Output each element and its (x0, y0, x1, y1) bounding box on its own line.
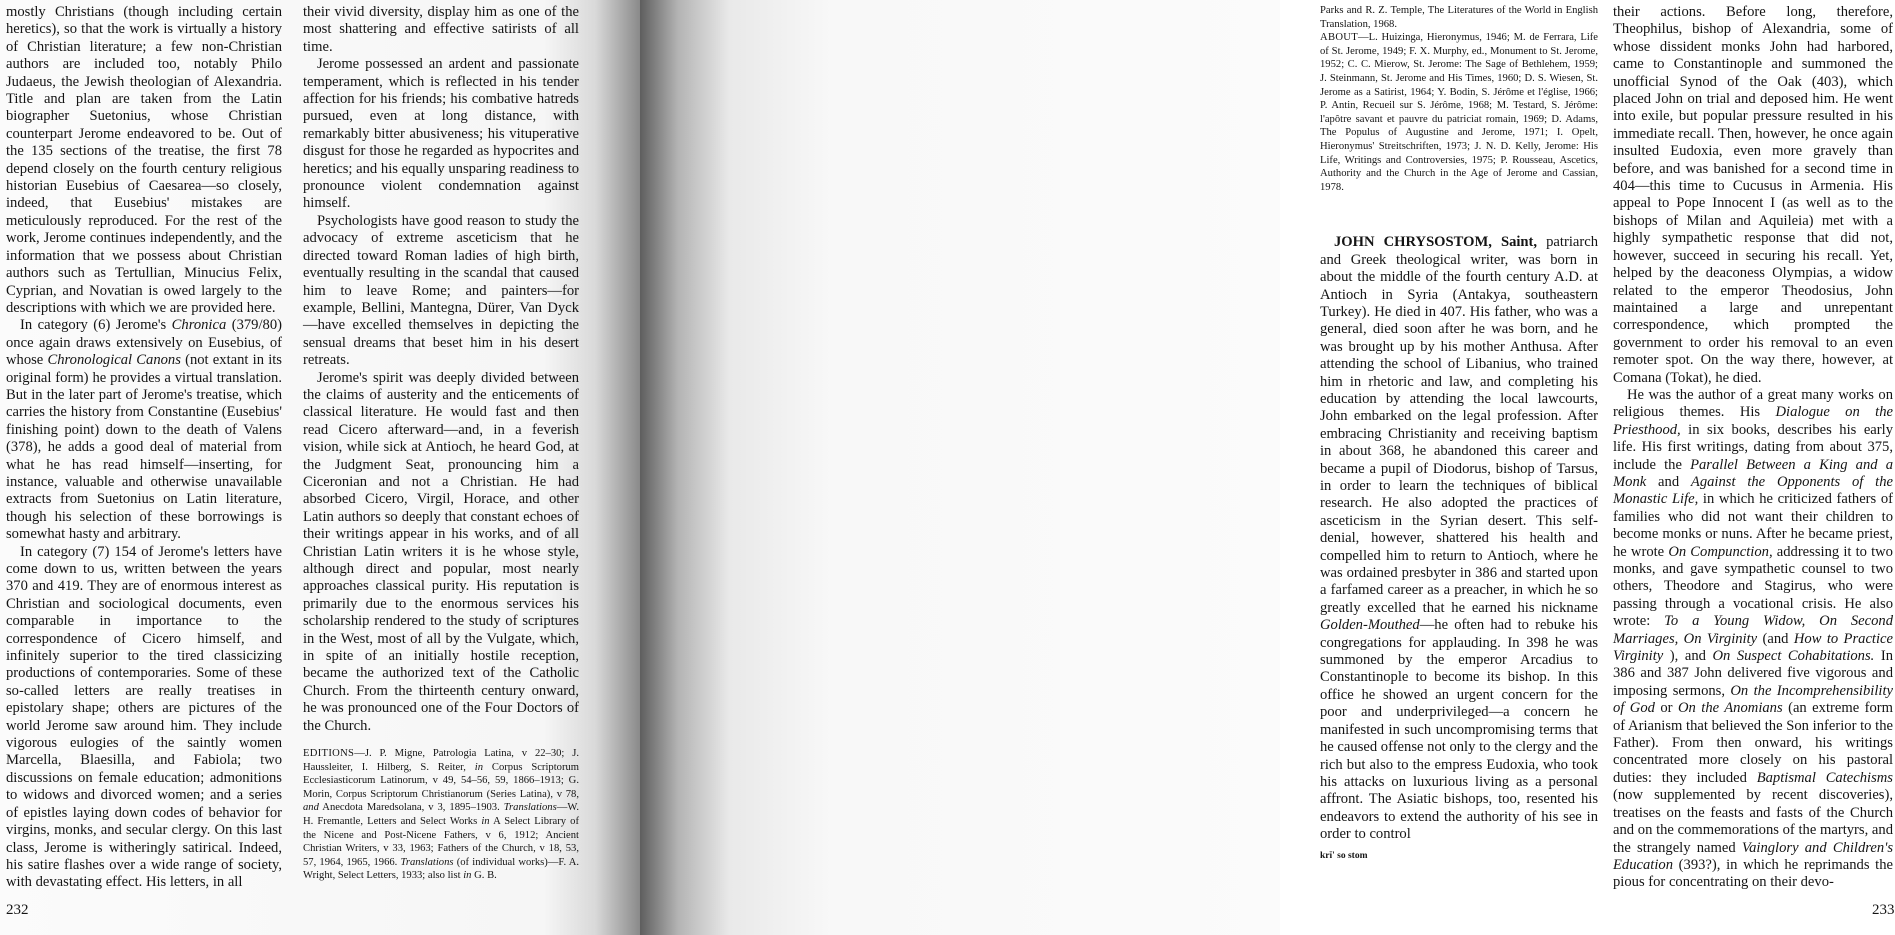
italic-title: Translations (400, 856, 454, 868)
entry-paragraph (1320, 234, 1598, 843)
right-page (640, 0, 1895, 935)
text-run: and (1646, 473, 1691, 490)
text-run: (and (1757, 630, 1794, 647)
italic-title: Translations (503, 802, 557, 814)
italic-title: Parallel Between a King and a Monk (1613, 456, 1893, 490)
page-number-left: 232 (6, 902, 29, 918)
about-text: —L. Huizinga, Hieronymus, 1946; M. de Ferrara, Life of St. Jerome, 1949; F. X. Murphy, ed., Monument to St. Jerome, 1952; C. C. Mierow, St. Jerome: The Sage of Bethlehem, 1959; J. Steinmann, St. Jerome and His Times, 1960; D. S. Wiesen, St. Jerome as a Satirist, 1964; Y. Bodin, S. Jérôme et l'église, 1966; P. Antin, Recueil sur S. Jérôme, 1968; M. Testard, S. Jérôme: l'apôtre savant et pauvre du patriciat romain, 1969; D. Adams, The Populus of Augustine and Jerome, 1971; I. Opelt, Hieronymus' Streitschriften, 1973; J. N. D. Kelly, Jerome: His Life, Writings and Controversies, 1975; P. Rousseau, Ascetics, Authority and the Church in the Age of Jerome and Cassian, 1978. (1320, 32, 1598, 193)
column-1 (6, 4, 282, 899)
italic-title: and (303, 802, 319, 814)
text-run: (an extreme form of Arianism that believed the Son inferior to the Father). From then onward, his writings concentrated more closely on his pastoral duties: they included (1613, 700, 1893, 786)
text-run: ), and (1663, 648, 1713, 665)
text-run: A Select Library of the Nicene and Post-Nicene Fathers, v 6, 1912; Ancient Christian Writers, v 33, 1963; Fathers of the Church, v 18, 53, 57, 1964, 1965, 1966. (303, 816, 579, 868)
text-run: (393?), in which he reprimands the pious for concentrating on their devo- (1613, 856, 1893, 891)
body-paragraph: Jerome possessed an ardent and passionate temperament, which is reflected in his tender affection for his friends; his combative hatreds pursued, even at long distance, with remarkably bitter abusiveness; his vituperative disgust for those he regarded as hypocrites and heretics; and his equally unsparing readiness to pronounce violent condemnation against himself. (303, 56, 579, 212)
text-run: in which he criticized fathers of families who did not want their children to become monks or nuns. After he became priest, he wrote (1613, 491, 1893, 560)
italic-title: Baptismal Catechisms (1756, 769, 1893, 786)
italic-title: On the Incomprehensibility of God (1613, 682, 1893, 717)
entry-heading: JOHN CHRYSOSTOM, Saint, (1334, 234, 1538, 251)
left-page (0, 0, 640, 935)
body-paragraph: Jerome's spirit was deeply divided between the claims of austerity and the enticements of classical literature. He would fast and then read Cicero afterward—and, in a feverish vision, while sick at Antioch, he heard God, at the Judgment Seat, pronouncing him a Ciceronian and not a Christian. He had absorbed Cicero, Virgil, Horace, and other Latin authors so deeply that constant echoes of their writings appear in his works, and of all Christian Latin writers it is he whose style, although direct and popular, most nearly approaches classical purity. His reputation is primarily due to the enormous services his scholarship rendered to the study of scriptures in the West, most of all by the Vulgate, which, in spite of an initially hostile reception, became the authorized text of the Catholic Church. From the thirteenth century onward, he was pronounced one of the Four Doctors of the Church. (303, 369, 579, 734)
page-number-right: 233 (1872, 902, 1895, 918)
italic-title: in (463, 870, 472, 882)
column-3 (1320, 4, 1598, 899)
italic-title: On Compunction, (1668, 543, 1773, 560)
editions-bibliography (303, 747, 579, 883)
text-run: G. B. (471, 870, 497, 882)
editions-heading: EDITIONS (303, 748, 355, 760)
italic-title: On Suspect Cohabitations. (1712, 648, 1875, 665)
italic-title: Chronica (171, 317, 227, 334)
pronunciation-guide: krĭ' so stom (1320, 850, 1368, 861)
about-heading: ABOUT (1320, 32, 1358, 44)
text-run: In 386 and 387 John delivered five vigorous and imposing sermons, (1613, 648, 1893, 699)
text-run: in six books, describes his early life. His first writings, dating from about 375, include the (1613, 421, 1893, 473)
italic-title: Dialogue on the Priesthood, (1613, 404, 1893, 438)
body-paragraph: Psychologists have good reason to study the advocacy of extreme asceticism that he directed toward Roman ladies of high birth, eventually resulting in the scandal that caused him to leave Rome; and painters—for example, Bellini, Mantegna, Dürer, Van Dyck—have excelled themselves in depicting the sensual dreams that beset him in his desert retreats. (303, 212, 579, 369)
text-run: addressing it to two monks, and gave sympathetic counsel to two others, Theodore and Stagirus, who were passing through a vocational crisis. He also wrote: (1613, 543, 1893, 630)
body-paragraph (6, 317, 282, 543)
text-run: —J. P. Migne, Patrologia Latina, v 22–30; J. Haussleiter, I. Hilberg, S. Reiter, (303, 748, 579, 773)
entry-text: patriarch and Greek theological writer, was born in about the middle of the fourth century A.D. at Antioch in Syria (Antakya, southeastern Turkey). He died in 407. His father, who was a general, died soon after he was born, and he was brought up by his mother Anthusa. After attending the school of Libanius, who trained him in rhetoric and law, and completing his education by attending the local lawcourts, John embarked on the legal profession. After embracing Christianity and receiving baptism in about 368, he abandoned this career and became a pupil of Diodorus, bishop of Tarsus, in order to learn the techniques of biblical research. He also adopted the practices of asceticism in the Syrian desert. This self-denial, however, shattered his health and compelled him to return to Antioch, where he was ordained presbyter in 386 and started upon a farfamed career as a preacher, in which he so greatly excelled that he earned his nickname (1320, 234, 1598, 616)
text-run: (of individual works)—F. A. Wright, Select Letters, 1933; also list (303, 856, 580, 882)
italic-title: Vainglory and Children's Education (1613, 839, 1893, 873)
column-2 (303, 4, 579, 899)
body-paragraph: mostly Christians (though including certain heretics), so that the work is virtually a history of Christian literature; a few non-Christian authors are included too, notably Philo Judaeus, the Jewish theologian of Alexandria. Title and plan are taken from the Latin biographer Suetonius, whose Christian counterpart Jerome endeavored to be. Out of the 135 sections of the treatise, the first 78 depend closely on the fourth century religious historian Eusebius of Caesarea—so closely, indeed, that Eusebius' mistakes are meticulously reproduced. For the rest of the work, Jerome continues independently, and the information that we possess about Christian authors such as Tertullian, Minucius Felix, Cyprian, and Novatian is owed largely to the descriptions with which we are provided here. (6, 4, 282, 316)
italic-title: To a Young Widow, On Second Marriages, On Virginity (1613, 613, 1893, 647)
body-paragraph: their vivid diversity, display him as one of the most shattering and effective satirists of all time. (303, 4, 579, 55)
text-run: or (1654, 700, 1678, 717)
text-run: (379/80) once again draws extensively on Eusebius, of whose (6, 317, 282, 369)
italic-title: Against the Opponents of the Monastic Life, (1613, 473, 1893, 508)
nickname: Golden-Mouthed (1320, 617, 1420, 634)
text-run: Anecdota Maredsolana, v 3, 1895–1903. (318, 802, 504, 814)
italic-title: in (481, 816, 490, 828)
italic-title: How to Practice Virginity (1613, 630, 1893, 665)
column-4 (1613, 4, 1893, 899)
text-run: In category (6) Jerome's (20, 317, 172, 334)
text-run: Corpus Scriptorum Ecclesiasticorum Latinorum, v 49, 54–56, 59, 1866–1913; G. Morin, Corpus Scriptorum Christianorum (Series Latina), v 78, (303, 761, 580, 800)
text-run: He was the author of a great many works on religious themes. His (1613, 386, 1893, 421)
text-run: (not extant in its original form) he provides a virtual translation. But in the later part of Jerome's treatise, which carries the history from Constantine (Eusebius' finishing point) down to the death of Valens (378), he adds a good deal of material from what he has read himself—inserting, for instance, valuable and otherwise unavailable extracts from Suetonius on Latin literature, though his selection of these borrowings is somewhat hasty and arbitrary. (6, 352, 282, 543)
bibliography-continued: Parks and R. Z. Temple, The Literatures of the World in English Translation, 1968. (1320, 5, 1598, 30)
about-bibliography (1320, 31, 1598, 194)
italic-title: On the Anomians (1677, 700, 1783, 717)
text-run: —W. H. Fremantle, Letters and Select Works (303, 802, 579, 828)
body-paragraph: In category (7) 154 of Jerome's letters have come down to us, written between the years 370 and 419. They are of enormous interest as Christian and sociological documents, even comparable in importance to the correspondence of Cicero himself, and infinitely superior to the tired classicizing productions of contemporaries. Some of these so-called letters are really treatises in epistolary shape; others are pictures of the world Jerome saw around him. They include vigorous eulogies of the saintly women Marcella, Blaesilla, and Fabiola; two discussions on female education; admonitions to widows and divorced women; and a series of epistles laying down codes of behavior for virgins, monks, and secular clergy. On this last class, Jerome is witheringly satirical. Indeed, his satire flashes over a wide range of society, with devastating effect. His letters, in all (6, 543, 282, 891)
body-paragraph: their actions. Before long, therefore, Theophilus, bishop of Alexandria, some of whose dissident monks John had harbored, came to Constantinople and summoned the unofficial Synod of the Oak (403), which placed John on trial and deposed him. He went into exile, but popular pressure resulted in his immediate recall. Then, however, he once again insulted Eudoxia, even more gravely than before, and was banished for a second time in 404—this time to Cucusus in Armenia. His appeal to Pope Innocent I (as well as to the bishops of Milan and Aquileia) met with a highly sympathetic response that did not, however, succeed in securing his recall. Yet, helped by the deaconess Olympias, a widow related to the emperor Theodosius, John maintained a large and unrepentant correspondence, which prompted the government to order his removal to an even remoter spot. On the way there, however, at Comana (Tokat), he died. (1613, 4, 1893, 386)
italic-title: in (474, 761, 484, 773)
italic-title: Chronological Canons (47, 352, 181, 369)
body-paragraph (1613, 387, 1893, 892)
entry-text-continued: —he often had to rebuke his congregations for applauding. In 398 he was summoned by the emperor Arcadius to Constantinople to become its bishop. In this office he showed an urgent concern for the poor and underprivileged—a concern he manifested in such uncompromising terms that he caused offense not only to the clergy and the rich but also to the empress Eudoxia, who took his attacks on luxurious living as a personal affront. The Asiatic bishops, too, resented his endeavors to extend the authority of his see in order to control (1320, 617, 1598, 843)
text-run: (now supplemented by recent discoveries), treatises on the feasts and fasts of the Church and on the commemorations of the martyrs, and the strangely named (1613, 787, 1893, 856)
